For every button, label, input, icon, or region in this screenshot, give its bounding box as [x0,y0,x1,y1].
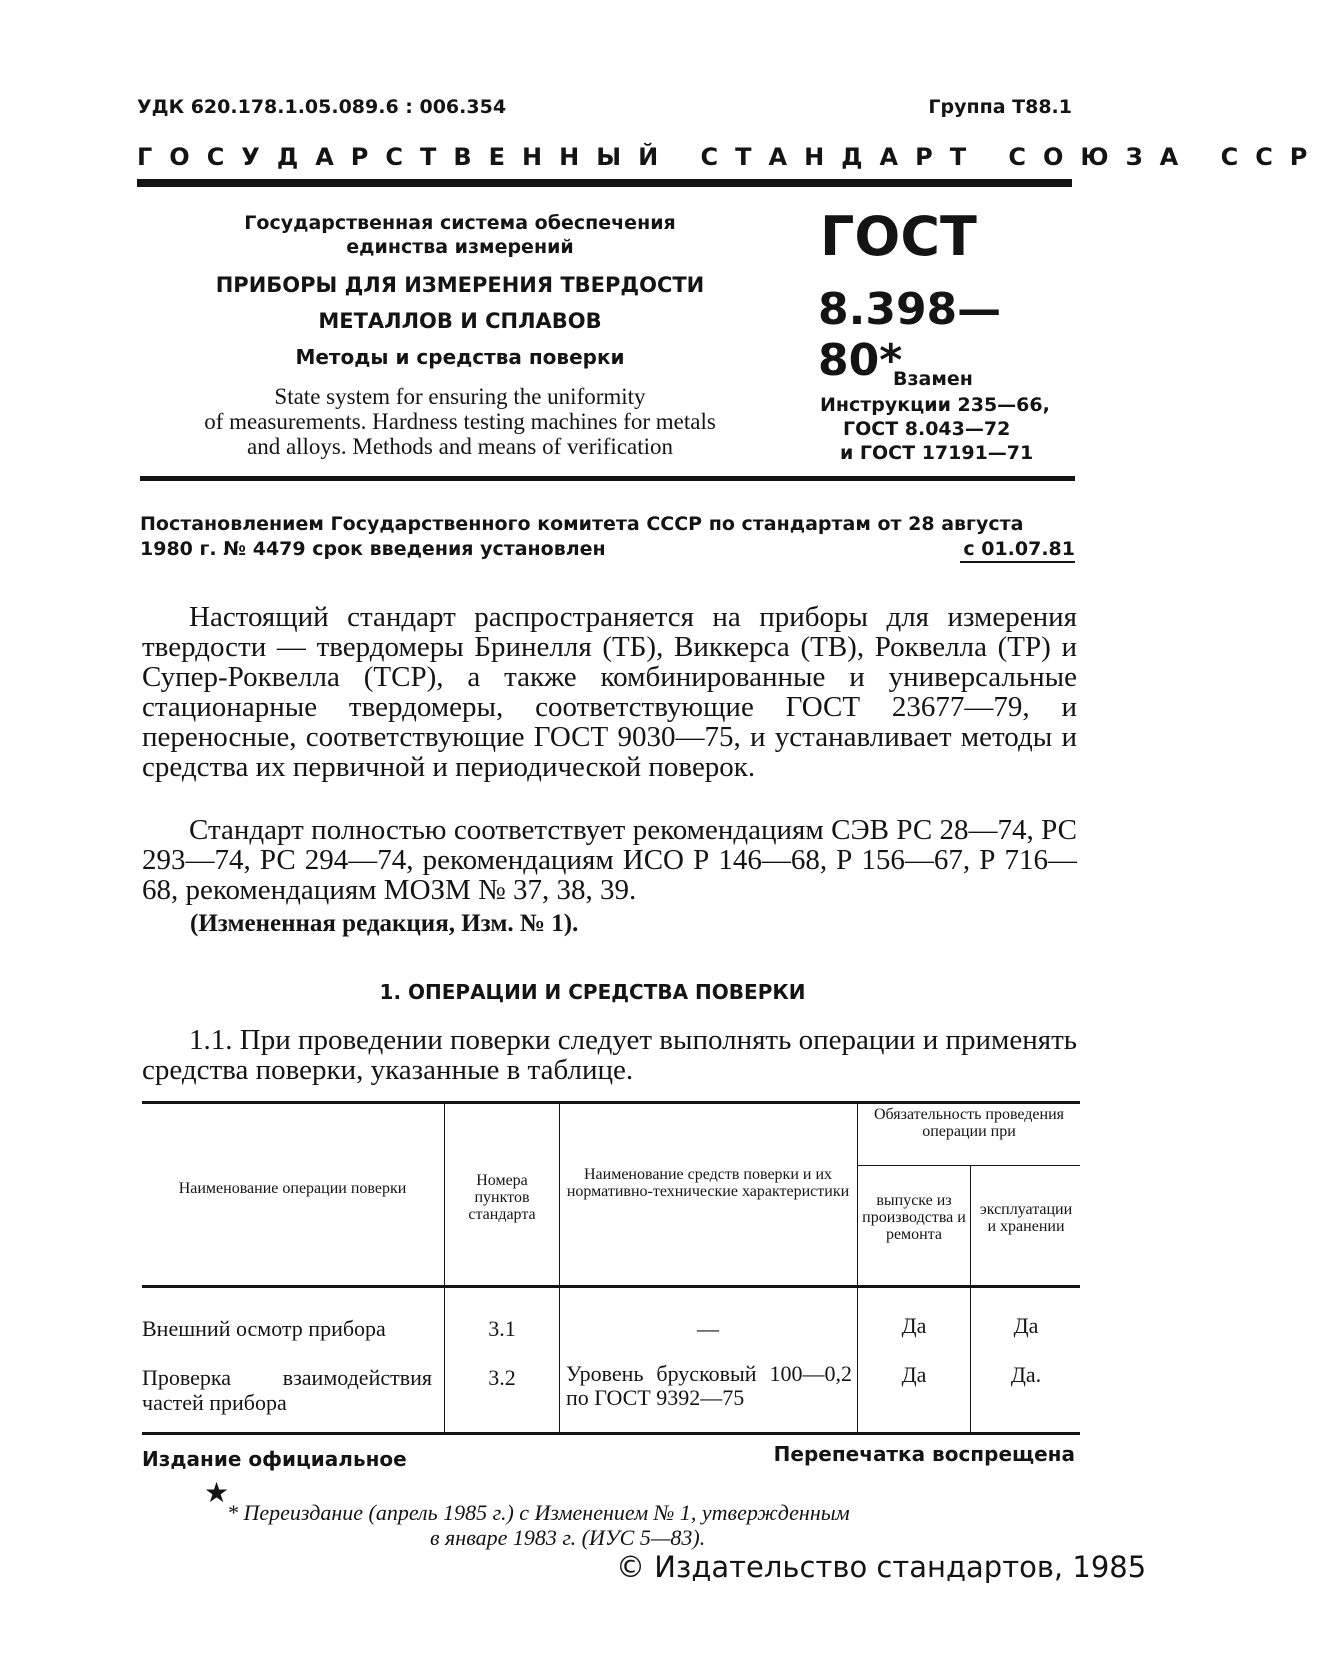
cell-clause: 3.1 [488,1316,516,1341]
cell-means: — [697,1316,719,1341]
compliance-paragraph: Стандарт полностью соответствует рекомендациям СЭВ РС 28—74, РС 293—74, РС 294—74, рекомендациям ИСО Р 146—68, Р 156—67, Р 716—68, рекомендациям МОЗМ № 37, 38, 39. [142,814,1077,906]
reissue-note-line-1: * Переиздание (апрель 1985 г.) с Изменением № 1, утвержденным [227,1500,850,1525]
publisher-copyright: © Издательство стандартов, 1985 [616,1550,1147,1584]
title-block-rule [140,476,1075,481]
replaces-item-3: и ГОСТ 17191—71 [840,442,1034,464]
document-title-line-2: МЕТАЛЛОВ И СПЛАВОВ [318,309,602,333]
cell-means: Уровень брусковый 100—0,2 по ГОСТ 9392—75 [566,1361,852,1410]
cell-use: Да [1013,1313,1039,1338]
cell-release: Да [901,1313,927,1338]
replaces-item-1: Инструкции 235—66, [820,394,1050,416]
document-subtitle: Методы и средства поверки [295,345,625,369]
document-title-line-1: ПРИБОРЫ ДЛЯ ИЗМЕРЕНИЯ ТВЕРДОСТИ [215,273,705,297]
table-vline-1 [444,1104,445,1432]
section-title: 1. ОПЕРАЦИИ И СРЕДСТВА ПОВЕРКИ [379,980,806,1004]
reissue-note-line-2: в январе 1983 г. (ИУС 5—83). [430,1525,706,1550]
cell-operation: Проверка взаимодействия частей прибора [142,1365,432,1415]
effective-date-underline [960,561,1075,563]
effective-date: с 01.07.81 [963,538,1075,560]
header-thick-rule [137,179,1072,187]
col-header-release: выпуске из производства и ремонта [862,1192,966,1243]
star-icon: ★ [204,1478,230,1509]
table-top-rule [142,1101,1080,1104]
official-edition-label: Издание официальное [142,1447,407,1471]
replaces-item-2: ГОСТ 8.043—72 [843,418,1011,440]
udk-code: УДК 620.178.1.05.089.6 : 006.354 [137,96,507,118]
reprint-prohibited-label: Перепечатка воспрещена [773,1442,1075,1466]
system-line-2: единства измерений [346,236,574,258]
gost-label: ГОСТ [820,205,977,268]
col-header-use: эксплуатации и хранении [979,1201,1073,1235]
table-subheader-rule [858,1165,1080,1166]
replaces-label: Взамен [893,368,973,390]
table-vline-3 [857,1104,858,1432]
cell-operation: Внешний осмотр прибора [142,1316,386,1341]
scope-paragraph: Настоящий стандарт распространяется на приборы для измерения твердости — твердомеры Бринелля (ТБ), Виккерса (ТВ), Роквелла (ТР) и Супер-Роквелла (ТСР), а также комбинированные и универсальные стационарные твердомеры, соответствующие ГОСТ 23677—79, и переносные, соответствующие ГОСТ 9030—75, и устанавливает методы и средства их первичной и периодической поверок. [142,601,1077,783]
decree-line-2: 1980 г. № 4479 срок введения установлен [140,538,606,560]
decree-line-1: Постановлением Государственного комитета СССР по стандартам от 28 августа [140,513,1024,535]
system-line-1: Государственная система обеспечения [244,212,676,234]
cell-use: Да. [1010,1362,1042,1387]
english-title-line-2: of measurements. Hardness testing machines for metals [204,409,716,434]
standard-type-header: ГОСУДАРСТВЕННЫЙ СТАНДАРТ СОЮЗА ССР [137,143,1324,171]
col-header-mandatory: Обязательность проведения операции при [873,1106,1065,1140]
english-title-line-3: and alloys. Methods and means of verification [246,434,674,459]
gost-number: 8.398—80* [818,284,1002,386]
english-title-line-1: State system for ensuring the uniformity [274,384,646,409]
amendment-note: (Измененная редакция, Изм. № 1). [190,910,579,937]
col-header-clause: Номера пунктов стандарта [468,1172,536,1223]
table-vline-4 [970,1166,971,1432]
cell-release: Да [901,1362,927,1387]
cell-clause: 3.2 [488,1365,516,1390]
table-bottom-rule [142,1432,1080,1435]
clause-1-1-paragraph: 1.1. При проведении поверки следует выполнять операции и применять средства поверки, указанные в таблице. [142,1024,1077,1086]
table-vline-2 [559,1104,560,1432]
col-header-means: Наименование средств поверки и их нормативно-технические характеристики [566,1166,850,1200]
table-header-rule [142,1285,1080,1288]
col-header-operation: Наименование операции поверки [178,1180,407,1197]
group-code: Группа Т88.1 [928,96,1072,118]
